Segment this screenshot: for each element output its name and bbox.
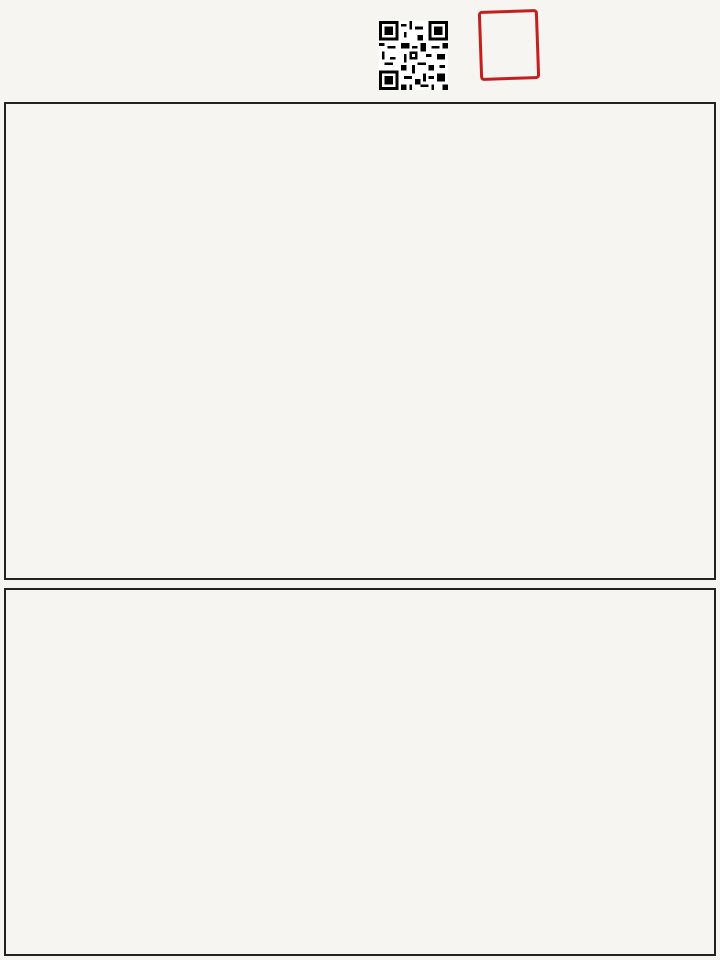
chart-grid <box>4 102 716 580</box>
annual-grid <box>4 588 716 956</box>
qr-code-icon <box>379 21 448 90</box>
header-info <box>12 9 16 26</box>
seal-stamp <box>478 9 540 81</box>
